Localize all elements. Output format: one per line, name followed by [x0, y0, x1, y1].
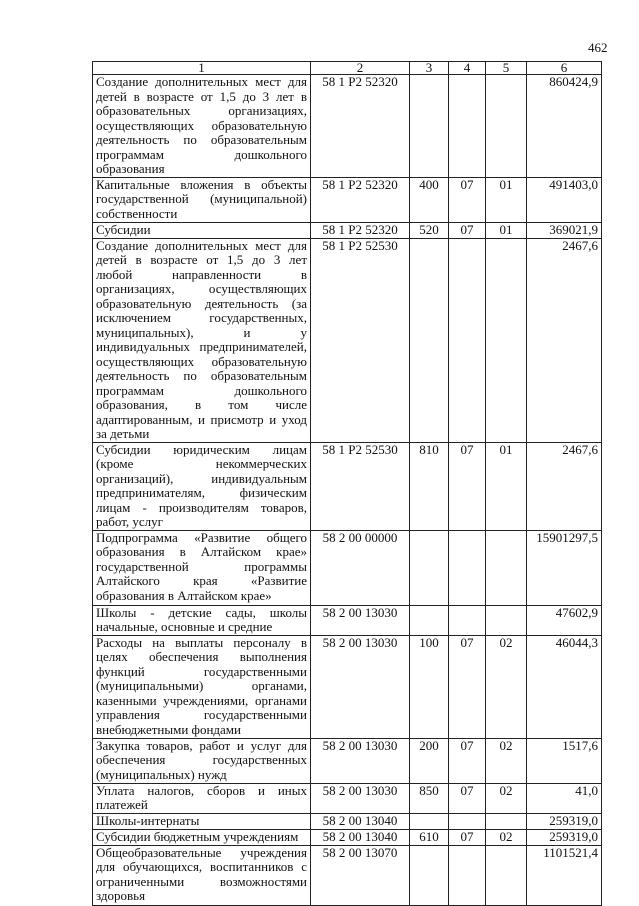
row-vr [410, 845, 449, 905]
row-sum: 259319,0 [527, 813, 602, 829]
table-row [93, 829, 602, 845]
row-vr: 850 [410, 783, 449, 813]
table-header-row [93, 62, 602, 75]
row-pr [486, 530, 527, 605]
column-header: 1 [93, 62, 311, 75]
page-number: 462 [588, 40, 608, 55]
row-code: 58 2 00 13030 [311, 783, 410, 813]
row-pr: 02 [486, 635, 527, 738]
row-pr [486, 238, 527, 442]
budget-table [92, 61, 602, 906]
table-row [93, 238, 602, 442]
row-pr: 01 [486, 222, 527, 238]
row-rz [449, 530, 486, 605]
row-sum: 1101521,4 [527, 845, 602, 905]
table-row [93, 738, 602, 783]
row-sum: 259319,0 [527, 829, 602, 845]
row-rz [449, 238, 486, 442]
row-rz [449, 813, 486, 829]
table-row [93, 222, 602, 238]
row-code: 58 2 00 00000 [311, 530, 410, 605]
row-vr: 520 [410, 222, 449, 238]
table-row [93, 783, 602, 813]
row-rz [449, 605, 486, 635]
row-pr: 01 [486, 177, 527, 222]
row-vr: 610 [410, 829, 449, 845]
row-name: Создание дополнительных мест для детей в возрасте от 1,5 до 3 лет в образовательных организациях, осуществляющих образовательную деятельность по образовательным программам дошкольного образования [93, 75, 311, 178]
row-sum: 47602,9 [527, 605, 602, 635]
row-vr: 400 [410, 177, 449, 222]
row-pr: 02 [486, 829, 527, 845]
row-code: 58 2 00 13030 [311, 635, 410, 738]
table-row [93, 177, 602, 222]
row-rz [449, 75, 486, 178]
row-code: 58 1 P2 52530 [311, 238, 410, 442]
row-vr [410, 605, 449, 635]
row-name: Капитальные вложения в объекты государственной (муниципальной) собственности [93, 177, 311, 222]
row-pr: 02 [486, 738, 527, 783]
row-rz: 07 [449, 442, 486, 530]
row-name: Создание дополнительных мест для детей в возрасте от 1,5 до 3 лет любой направленности в организациях, осуществляющих образовательную деятельность (за исключением государственных, муниципальных), и у индивидуальных предпринимателей, осуществляющих образовательную деятельность по образовательным программам дошкольного образования, в том числе адаптированным, и присмотр и уход за детьми [93, 238, 311, 442]
row-rz [449, 845, 486, 905]
column-header: 5 [486, 62, 527, 75]
row-sum: 369021,9 [527, 222, 602, 238]
table-row [93, 605, 602, 635]
table-row [93, 530, 602, 605]
row-rz: 07 [449, 177, 486, 222]
column-header: 2 [311, 62, 410, 75]
row-code: 58 1 P2 52530 [311, 442, 410, 530]
row-code: 58 2 00 13040 [311, 829, 410, 845]
row-sum: 491403,0 [527, 177, 602, 222]
row-code: 58 1 P2 52320 [311, 177, 410, 222]
row-name: Школы - детские сады, школы начальные, основные и средние [93, 605, 311, 635]
row-pr: 01 [486, 442, 527, 530]
row-vr [410, 238, 449, 442]
row-vr [410, 530, 449, 605]
row-pr [486, 845, 527, 905]
row-vr: 100 [410, 635, 449, 738]
row-pr [486, 813, 527, 829]
row-code: 58 2 00 13030 [311, 738, 410, 783]
row-code: 58 2 00 13070 [311, 845, 410, 905]
column-header: 6 [527, 62, 602, 75]
row-name: Школы-интернаты [93, 813, 311, 829]
row-name: Уплата налогов, сборов и иных платежей [93, 783, 311, 813]
row-vr: 200 [410, 738, 449, 783]
row-name: Расходы на выплаты персоналу в целях обеспечения выполнения функций государственными (муниципальными) органами, казенными учреждениями, органами управления государственными внебюджетными фондами [93, 635, 311, 738]
table-row [93, 75, 602, 178]
row-name: Подпрограмма «Развитие общего образования в Алтайском крае» государственной программы Алтайского края «Развитие образования в Алтайском крае» [93, 530, 311, 605]
row-name: Закупка товаров, работ и услуг для обеспечения государственных (муниципальных) нужд [93, 738, 311, 783]
row-rz: 07 [449, 635, 486, 738]
table-row [93, 845, 602, 905]
row-name: Субсидии [93, 222, 311, 238]
table-row [93, 813, 602, 829]
row-name: Общеобразовательные учреждения для обучающихся, воспитанников с ограниченными возможностями здоровья [93, 845, 311, 905]
row-rz: 07 [449, 222, 486, 238]
row-rz: 07 [449, 829, 486, 845]
row-rz: 07 [449, 738, 486, 783]
row-name: Субсидии бюджетным учреждениям [93, 829, 311, 845]
row-sum: 2467,6 [527, 442, 602, 530]
row-sum: 46044,3 [527, 635, 602, 738]
row-code: 58 2 00 13030 [311, 605, 410, 635]
table-row [93, 635, 602, 738]
row-sum: 41,0 [527, 783, 602, 813]
row-sum: 1517,6 [527, 738, 602, 783]
row-vr [410, 75, 449, 178]
row-code: 58 2 00 13040 [311, 813, 410, 829]
row-sum: 860424,9 [527, 75, 602, 178]
row-sum: 2467,6 [527, 238, 602, 442]
row-code: 58 1 P2 52320 [311, 222, 410, 238]
column-header: 3 [410, 62, 449, 75]
row-pr [486, 605, 527, 635]
row-name: Субсидии юридическим лицам (кроме некоммерческих организаций), индивидуальным предпринимателям, физическим лицам - производителям товаров, работ, услуг [93, 442, 311, 530]
row-code: 58 1 P2 52320 [311, 75, 410, 178]
row-vr: 810 [410, 442, 449, 530]
row-vr [410, 813, 449, 829]
row-pr: 02 [486, 783, 527, 813]
row-rz: 07 [449, 783, 486, 813]
table-row [93, 442, 602, 530]
row-sum: 15901297,5 [527, 530, 602, 605]
column-header: 4 [449, 62, 486, 75]
row-pr [486, 75, 527, 178]
